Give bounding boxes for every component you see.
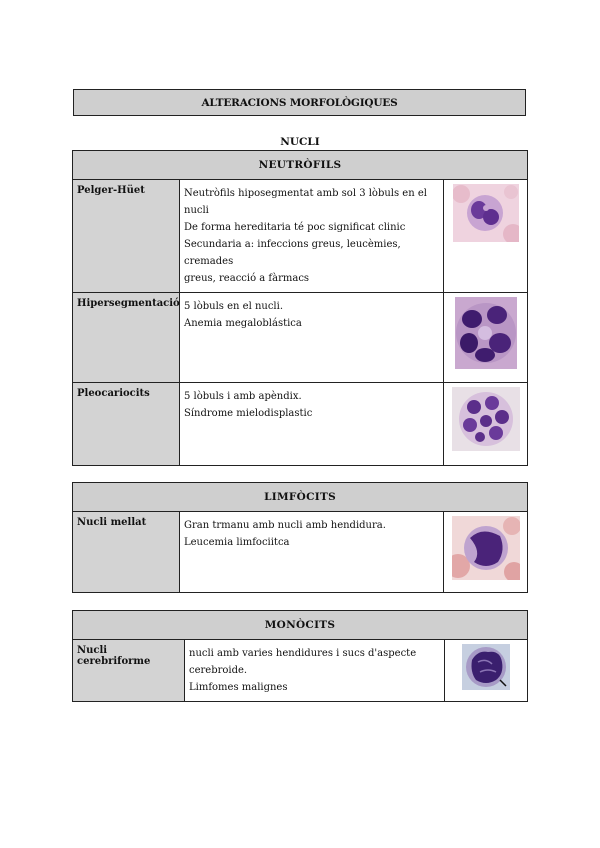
row-description [180, 293, 444, 383]
row-name: Hipersegmentació [73, 293, 180, 383]
description-line: 5 lòbuls en el nucli. [184, 301, 283, 312]
table-row [73, 180, 528, 293]
row-description [180, 512, 444, 593]
hypersegmented-neutrophil-micrograph-icon [455, 297, 517, 369]
description-line: nucli amb varies hendidures i sucs d'aspecte [189, 648, 417, 659]
row-name: Nucli mellat [73, 512, 180, 593]
table-header: NEUTRÒFILS [73, 151, 528, 180]
row-description [180, 383, 444, 466]
cerebriform-nucleus-micrograph-icon [462, 644, 510, 690]
row-name: Pelger-Hüet [73, 180, 180, 293]
document-title: ALTERACIONS MORFOLÒGIQUES [73, 89, 526, 116]
description-line: cerebroide. [189, 665, 248, 676]
lymphocytes-table [72, 482, 528, 593]
description-line: Neutròfils hiposegmentat amb sol 3 lòbuls en el [184, 188, 427, 199]
description-line: Limfomes malignes [189, 682, 288, 693]
pelger-huet-cell-micrograph-icon [453, 184, 519, 242]
row-description [185, 640, 445, 702]
table-row [73, 640, 528, 702]
pleocaryocyte-micrograph-icon [452, 387, 520, 451]
table-row [73, 512, 528, 593]
neutrophils-table [72, 150, 528, 466]
row-description [180, 180, 444, 293]
table-header: MONÒCITS [73, 611, 528, 640]
description-line: Gran trmanu amb nucli amb hendidura. [184, 520, 386, 531]
description-line: 5 lòbuls i amb apèndix. [184, 391, 302, 402]
table-header: LIMFÒCITS [73, 483, 528, 512]
table-row [73, 293, 528, 383]
description-line: nucli [184, 205, 209, 216]
row-name: Nucli cerebriforme [73, 640, 185, 702]
section-label: NUCLI [280, 136, 320, 148]
description-line: De forma hereditaria té poc significat clinic [184, 222, 406, 233]
cleaved-nucleus-lymphocyte-micrograph-icon [452, 516, 520, 580]
table-row [73, 383, 528, 466]
description-line: Secundaria a: infeccions greus, leucèmies, cremades [184, 239, 401, 267]
description-line: Leucemia limfociitca [184, 537, 290, 548]
description-line: greus, reacció a fàrmacs [184, 273, 310, 284]
row-name: Pleocariocits [73, 383, 180, 466]
monocytes-table [72, 610, 528, 702]
description-line: Anemia megaloblástica [184, 318, 302, 329]
description-line: Síndrome mielodisplastic [184, 408, 313, 419]
